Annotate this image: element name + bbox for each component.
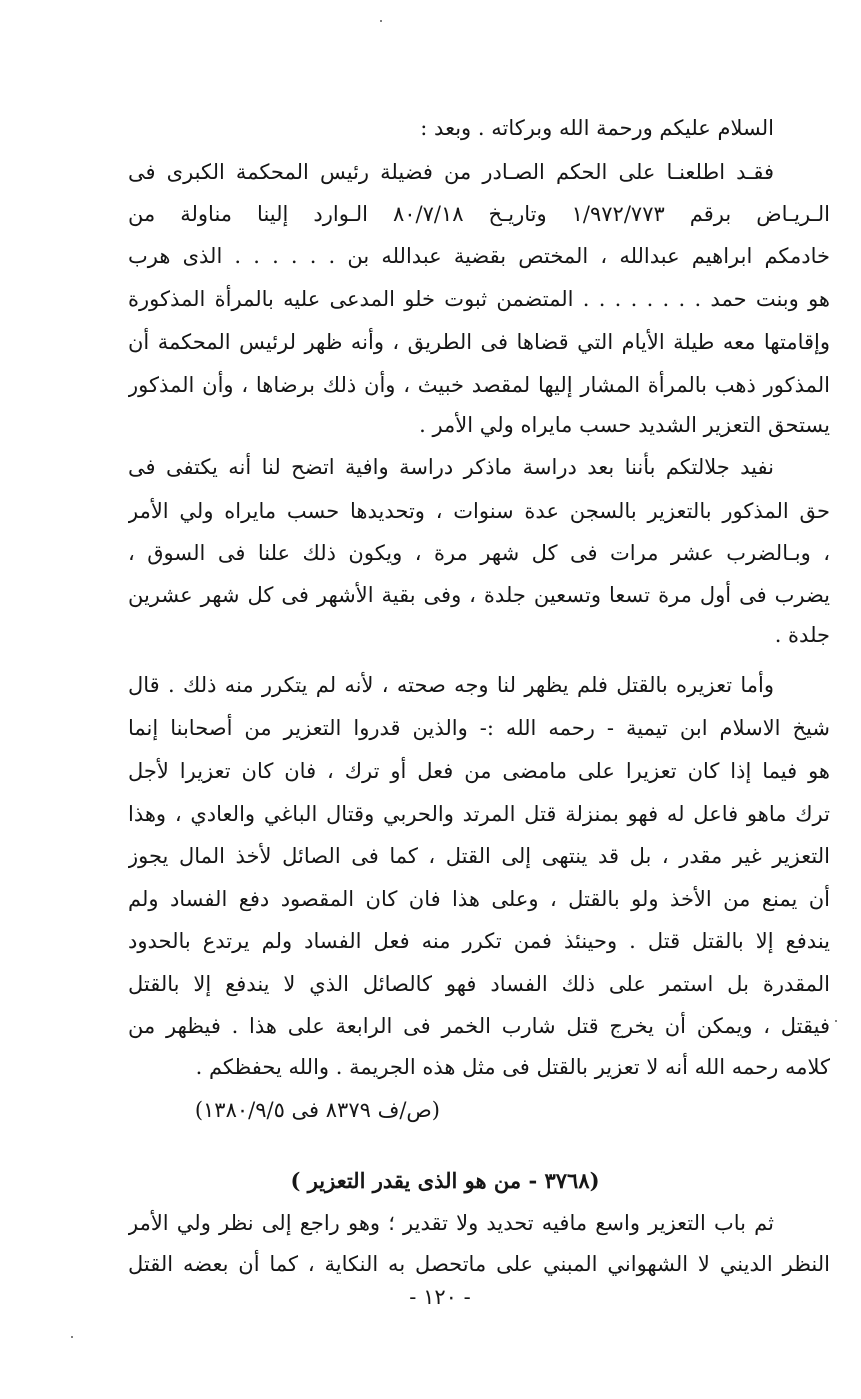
text-line: يندفع إلا بالقتل قتل . وحينئذ فمن تكرر منه فعل الفساد ولم يرتدع بالحدود (128, 929, 830, 953)
text-line: فقـد اطلعنـا على الحكم الصـادر من فضيلة رئيس المحكمة الكبرى فى (128, 160, 774, 184)
text-line: ثم باب التعزير واسع مافيه تحديد ولا تقدير ؛ وهو راجع إلى نظر ولي الأمر (128, 1211, 774, 1235)
archive-reference: (ص/ف ٨٣٧٩ فى ١٣٨٠/٩/٥) (194, 1098, 440, 1122)
text-line: فيقتل ، ويمكن أن يخرج قتل شارب الخمر فى الرابعة على هذا . فيظهر من (128, 1014, 830, 1038)
text-line: المقدرة بل استمر على ذلك الفساد فهو كالصائل الذي لا يندفع إلا بالقتل (128, 972, 830, 996)
scan-speck (835, 1020, 837, 1022)
scan-speck (380, 20, 382, 22)
text-line: أن يمنع من الأخذ ولو بالقتل ، وعلى هذا فان كان المقصود دفع الفساد ولم (128, 887, 830, 911)
text-line: ترك ماهو فاعل له فهو بمنزلة قتل المرتد والحربي وقتال الباغي والعادي ، وهذا (128, 802, 830, 826)
scan-speck (71, 1336, 73, 1338)
section-heading: (٣٧٦٨ - من هو الذى يقدر التعزير ) (290, 1168, 600, 1193)
text-line: يضرب فى أول مرة تسعا وتسعين جلدة ، وفى بقية الأشهر فى كل شهر عشرين (128, 583, 830, 607)
text-line: حق المذكور بالتعزير بالسجن عدة سنوات ، وتحديدها حسب مايراه ولي الأمر (128, 499, 830, 523)
text-line: هو فيما إذا كان تعزيرا على مامضى من فعل أو ترك ، فان كان تعزيرا لأجل (128, 759, 830, 783)
text-line: التعزير غير مقدر ، بل قد ينتهى إلى القتل ، كما فى الصائل لأخذ المال يجوز (128, 844, 830, 868)
text-line: شيخ الاسلام ابن تيمية - رحمه الله :- والذين قدروا التعزير من أصحابنا إنما (128, 716, 830, 740)
text-line: وأما تعزيره بالقتل فلم يظهر لنا وجه صحته ، لأنه لم يتكرر منه ذلك . قال (128, 673, 774, 697)
text-line: ، وبـالضرب عشر مرات فى كل شهر مرة ، ويكون ذلك علنا فى السوق ، (128, 541, 830, 565)
text-line: خادمكم ابراهيم عبدالله ، المختص بقضية عبدالله بن . . . . . . الذى هرب (128, 244, 830, 268)
text-line: السلام عليكم ورحمة الله وبركاته . وبعد : (420, 116, 774, 140)
text-line: وإقامتها معه طيلة الأيام التي قضاها فى الطريق ، وأنه ظهر لرئيس المحكمة أن (128, 330, 830, 354)
text-line: النظر الديني لا الشهواني المبني على ماتحصل به النكاية ، كما أن بعضه القتل (128, 1252, 830, 1276)
text-line: نفيد جلالتكم بأننا بعد دراسة ماذكر دراسة وافية اتضح لنا أنه يكتفى فى (128, 455, 774, 479)
text-line: المذكور ذهب بالمرأة المشار إليها لمقصد خبيث ، وأن ذلك برضاها ، وأن المذكور (128, 373, 830, 397)
page-number: - ١٢٠ - (409, 1285, 471, 1309)
text-line: يستحق التعزير الشديد حسب مايراه ولي الأمر . (419, 413, 830, 437)
text-line: جلدة . (774, 623, 830, 647)
text-line: كلامه رحمه الله أنه لا تعزير بالقتل فى مثل هذه الجريمة . والله يحفظكم . (195, 1055, 830, 1079)
text-line: هو وبنت حمد . . . . . . . . المتضمن ثبوت خلو المدعى عليه بالمرأة المذكورة (128, 287, 830, 311)
text-line: الـريـاض برقم ١/٩٧٢/٧٧٣ وتاريـخ ٨٠/٧/١٨ الـوارد إلينا مناولة من (128, 202, 830, 226)
